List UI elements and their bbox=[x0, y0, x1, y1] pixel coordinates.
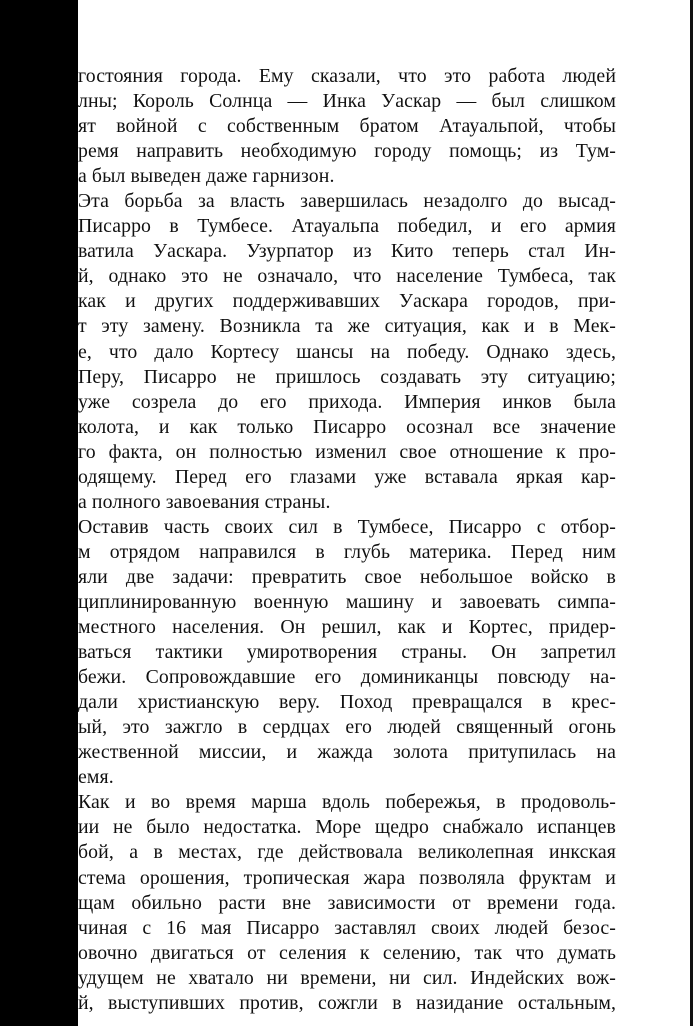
text-line: чиная с 16 мая Писарро заставлял своих людей безос- bbox=[78, 916, 616, 939]
text-line: а полного завоевания страны. bbox=[78, 490, 331, 513]
text-line: ватила Уаскара. Узурпатор из Кито теперь стал Ин- bbox=[78, 240, 616, 263]
text-line: Как и во время марша вдоль побережья, в продоволь- bbox=[78, 791, 616, 814]
text-line: Писарро в Тумбесе. Атауальпа победил, и его армия bbox=[78, 215, 616, 238]
text-line: ваться тактики умиротворения страны. Он запретил bbox=[78, 641, 616, 664]
text-line: т эту замену. Возникла та же ситуация, как и в Мек- bbox=[78, 315, 616, 338]
text-line: овочно двигаться от селения к селению, так что думать bbox=[78, 941, 616, 964]
text-line: го факта, он полностью изменил свое отношение к про- bbox=[78, 440, 616, 463]
text-line: ремя направить необходимую городу помощь; из Тум- bbox=[78, 140, 616, 163]
text-line: уже созрела до его прихода. Империя инков была bbox=[78, 390, 616, 413]
text-line: Оставив часть своих сил в Тумбесе, Писарро с отбор- bbox=[78, 515, 616, 538]
text-line: лны; Король Солнца — Инка Уаскар — был слишком bbox=[78, 90, 616, 113]
text-line: а был выведен даже гарнизон. bbox=[78, 165, 335, 188]
text-line: как и других поддерживавших Уаскара городов, при- bbox=[78, 290, 616, 313]
text-line: бежи. Сопровождавшие его доминиканцы повсюду на- bbox=[78, 666, 616, 689]
text-line: стема орошения, тропическая жара позволяла фруктам и bbox=[78, 866, 616, 889]
text-line: Эта борьба за власть завершилась незадолго до высад- bbox=[78, 190, 616, 213]
text-line: й, однако это не означало, что население Тумбеса, так bbox=[78, 265, 616, 288]
text-line: й, выступивших против, сожгли в назидание остальным, bbox=[78, 991, 616, 1014]
text-line: гостояния города. Ему сказали, что это работа людей bbox=[78, 65, 616, 87]
book-page-text bbox=[78, 64, 616, 1016]
text-line: е, что дало Кортесу шансы на победу. Однако здесь, bbox=[78, 340, 616, 363]
text-line: ии не было недостатка. Море щедро снабжало испанцев bbox=[78, 816, 616, 839]
text-line: ят войной с собственным братом Атауальпой, чтобы bbox=[78, 115, 616, 138]
text-line: удущем не хватало ни времени, ни сил. Индейских вож- bbox=[78, 966, 616, 989]
text-line: яли две задачи: превратить свое небольшое войско в bbox=[78, 565, 616, 588]
text-line: жественной миссии, и жажда золота притупилась на bbox=[78, 741, 616, 764]
text-line: щам обильно расти вне зависимости от времени года. bbox=[78, 891, 616, 914]
scan-left-margin bbox=[0, 0, 78, 1026]
text-line: дали христианскую веру. Поход превращался в крес- bbox=[78, 691, 616, 714]
text-line: колота, и как только Писарро осознал все значение bbox=[78, 415, 616, 438]
text-line: Перу, Писарро не пришлось создавать эту ситуацию; bbox=[78, 365, 616, 388]
text-line: циплинированную военную машину и завоевать симпа- bbox=[78, 590, 616, 613]
text-line: бой, а в местах, где действовала великолепная инкская bbox=[78, 841, 616, 864]
text-line: ый, это зажгло в сердцах его людей священный огонь bbox=[78, 716, 616, 739]
text-line: емя. bbox=[78, 766, 114, 789]
text-line: одящему. Перед его глазами уже вставала яркая кар- bbox=[78, 465, 616, 488]
text-line: местного населения. Он решил, как и Кортес, придер- bbox=[78, 616, 616, 639]
text-line: м отрядом направился в глубь материка. Перед ним bbox=[78, 540, 616, 563]
